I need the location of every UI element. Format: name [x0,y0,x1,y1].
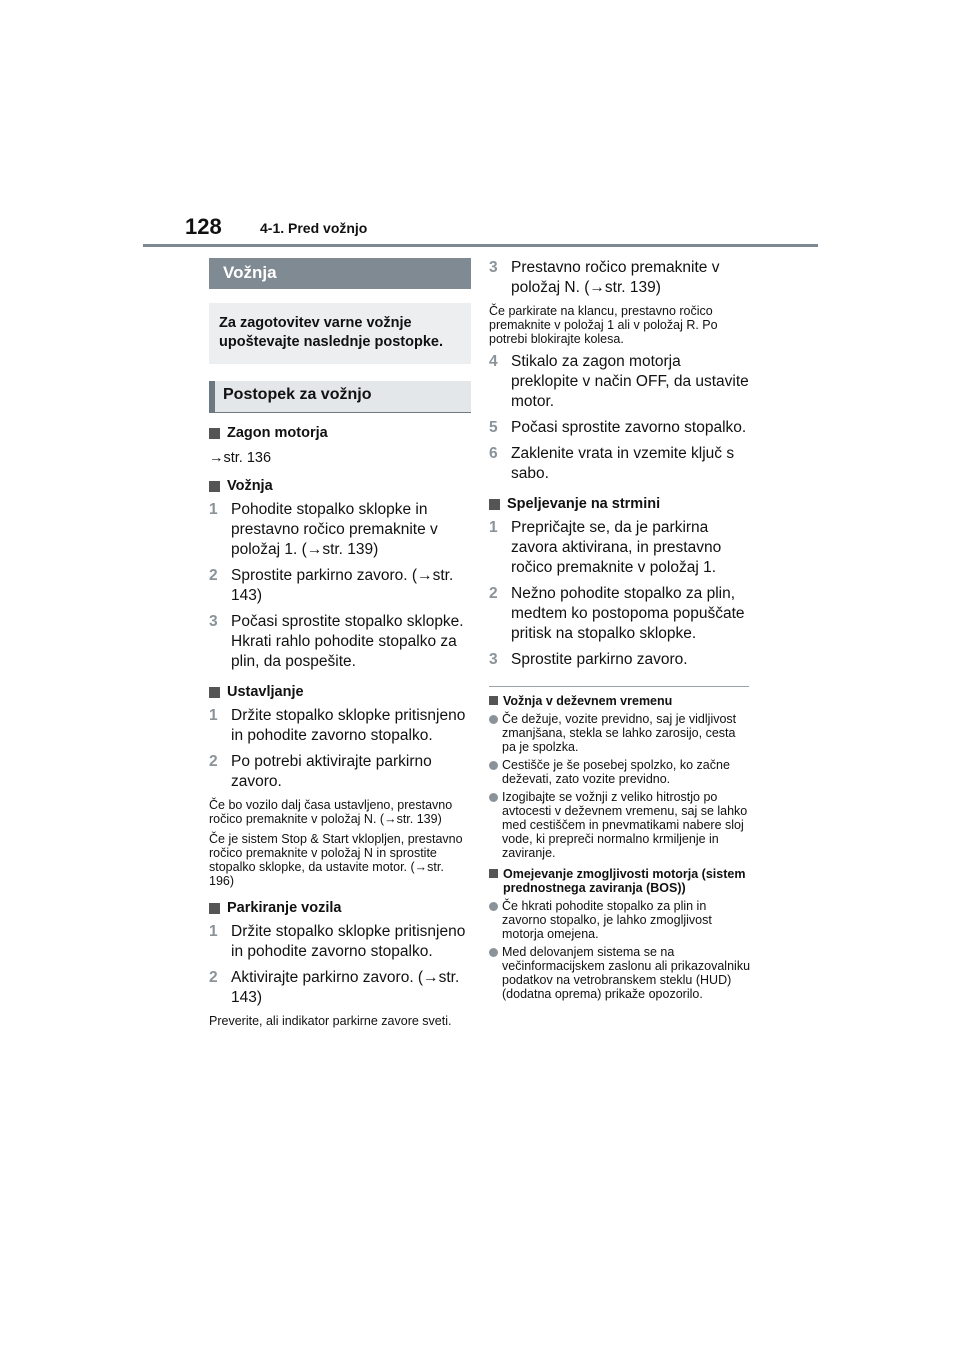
reference: →str. 136 [209,450,272,466]
page-header [185,214,825,246]
step [209,968,471,1008]
square-bullet-icon [209,428,220,439]
step [489,650,751,670]
step-text: Sprostite parkirno zavoro. [511,651,688,668]
bullet-item: Cestišče je še posebej spolzko, ko začne deževati, zato vozite previdno. [489,758,751,786]
square-bullet-icon [489,869,498,878]
heading-parkiranje: Parkiranje vozila [209,900,471,916]
step-text: Držite stopalko sklopke pritisnjeno in pohodite zavorno stopalko. [231,923,466,960]
note: Če bo vozilo dalj časa ustavljeno, prestavno ročico premaknite v položaj N. (→str. 139) [209,798,453,826]
heading-bos: Omejevanje zmogljivosti motorja (sistem prednostnega zaviranja (BOS)) [489,867,751,895]
circle-bullet-icon [489,761,498,770]
page-number: 128 [185,214,222,239]
heading-ustavljanje: Ustavljanje [209,684,471,700]
step-number: 6 [489,445,498,462]
step [489,444,751,484]
step-number: 1 [489,519,498,536]
subsection-banner: Postopek za vožnjo [209,381,471,413]
section-title: 4-1. Pred vožnjo [260,220,368,236]
square-bullet-icon [489,499,500,510]
header-rule [143,244,818,247]
step [489,352,751,412]
circle-bullet-icon [489,948,498,957]
step-text: Nežno pohodite stopalko za plin, medtem ko postopoma popuščate pritisk na stopalko sklopke. [511,585,745,642]
step [209,706,471,746]
square-bullet-icon [209,481,220,492]
step-number: 4 [489,353,498,370]
step-number: 3 [489,259,498,276]
divider [489,686,749,687]
step-number: 3 [209,613,218,630]
step [489,584,751,644]
bullet-item: Če dežuje, vozite previdno, saj je vidljivost zmanjšana, stekla se lahko zarosijo, cesta pa je spolzka. [489,712,751,754]
step-number: 3 [489,651,498,668]
step-number: 2 [489,585,498,602]
step [209,752,471,792]
step-text: Zaklenite vrata in vzemite ključ s sabo. [511,445,735,482]
heading-dez: Vožnja v deževnem vremenu [489,694,751,708]
circle-bullet-icon [489,793,498,802]
circle-bullet-icon [489,715,498,724]
step-text: Pohodite stopalko sklopke in prestavno ročico premaknite v položaj 1. (→str. 139) [231,501,438,558]
step-number: 5 [489,419,498,436]
heading-zagon: Zagon motorja [209,425,471,441]
step-number: 2 [209,567,218,584]
heading-voznja: Vožnja [209,478,471,494]
step [209,922,471,962]
step-text: Prepričajte se, da je parkirna zavora aktivirana, in prestavno ročico premaknite v položaj 1. [511,519,722,576]
step-text: Držite stopalko sklopke pritisnjeno in pohodite zavorno stopalko. [231,707,466,744]
right-column [489,258,751,1001]
square-bullet-icon [489,696,498,705]
square-bullet-icon [209,687,220,698]
square-bullet-icon [209,903,220,914]
note: Če je sistem Stop & Start vklopljen, prestavno ročico premaknite v položaj N in sprostite stopalko sklopke, da ustavite motor. (→str. 196) [209,832,463,888]
step-text: Prestavno ročico premaknite v položaj N. (→str. 139) [511,259,720,296]
step-number: 1 [209,707,218,724]
step-text: Po potrebi aktivirajte parkirno zavoro. [231,753,432,790]
step [209,500,471,560]
note: Preverite, ali indikator parkirne zavore sveti. [209,1014,452,1028]
step-number: 1 [209,501,218,518]
intro-box: Za zagotovitev varne vožnje upoštevajte naslednje postopke. [209,303,471,364]
step [489,258,751,298]
bullet-item: Med delovanjem sistema se na večinformacijskem zaslonu ali prikazovalniku podatkov na vetrobranskem steklu (HUD) (dodatna oprema) prikaže opozorilo. [489,945,751,1001]
bullet-item: Izogibajte se vožnji z veliko hitrostjo po avtocesti v deževnem vremenu, saj se lahko med cestiščem in pnevmatikami nabere sloj vode, ki prepreči normalno krmiljenje in zaviranje. [489,790,751,860]
step-number: 2 [209,969,218,986]
section-banner: Vožnja [209,258,471,289]
step [489,518,751,578]
step-text: Stikalo za zagon motorja preklopite v način OFF, da ustavite motor. [511,353,749,410]
step [489,418,751,438]
step-text: Sprostite parkirno zavoro. (→str. 143) [231,567,454,604]
bullet-item: Če hkrati pohodite stopalko za plin in zavorno stopalko, je lahko zmogljivost motorja omejena. [489,899,751,941]
step [209,612,471,672]
left-column [209,258,471,1028]
step [209,566,471,606]
circle-bullet-icon [489,902,498,911]
step-number: 1 [209,923,218,940]
note: Če parkirate na klancu, prestavno ročico premaknite v položaj 1 ali v položaj R. Po potrebi blokirajte kolesa. [489,304,718,346]
step-text: Počasi sprostite zavorno stopalko. [511,419,747,436]
step-text: Počasi sprostite stopalko sklopke. Hkrati rahlo pohodite stopalko za plin, da pospešite. [231,613,464,670]
step-text: Aktivirajte parkirno zavoro. (→str. 143) [231,969,460,1006]
heading-strmina: Speljevanje na strmini [489,496,751,512]
step-number: 2 [209,753,218,770]
